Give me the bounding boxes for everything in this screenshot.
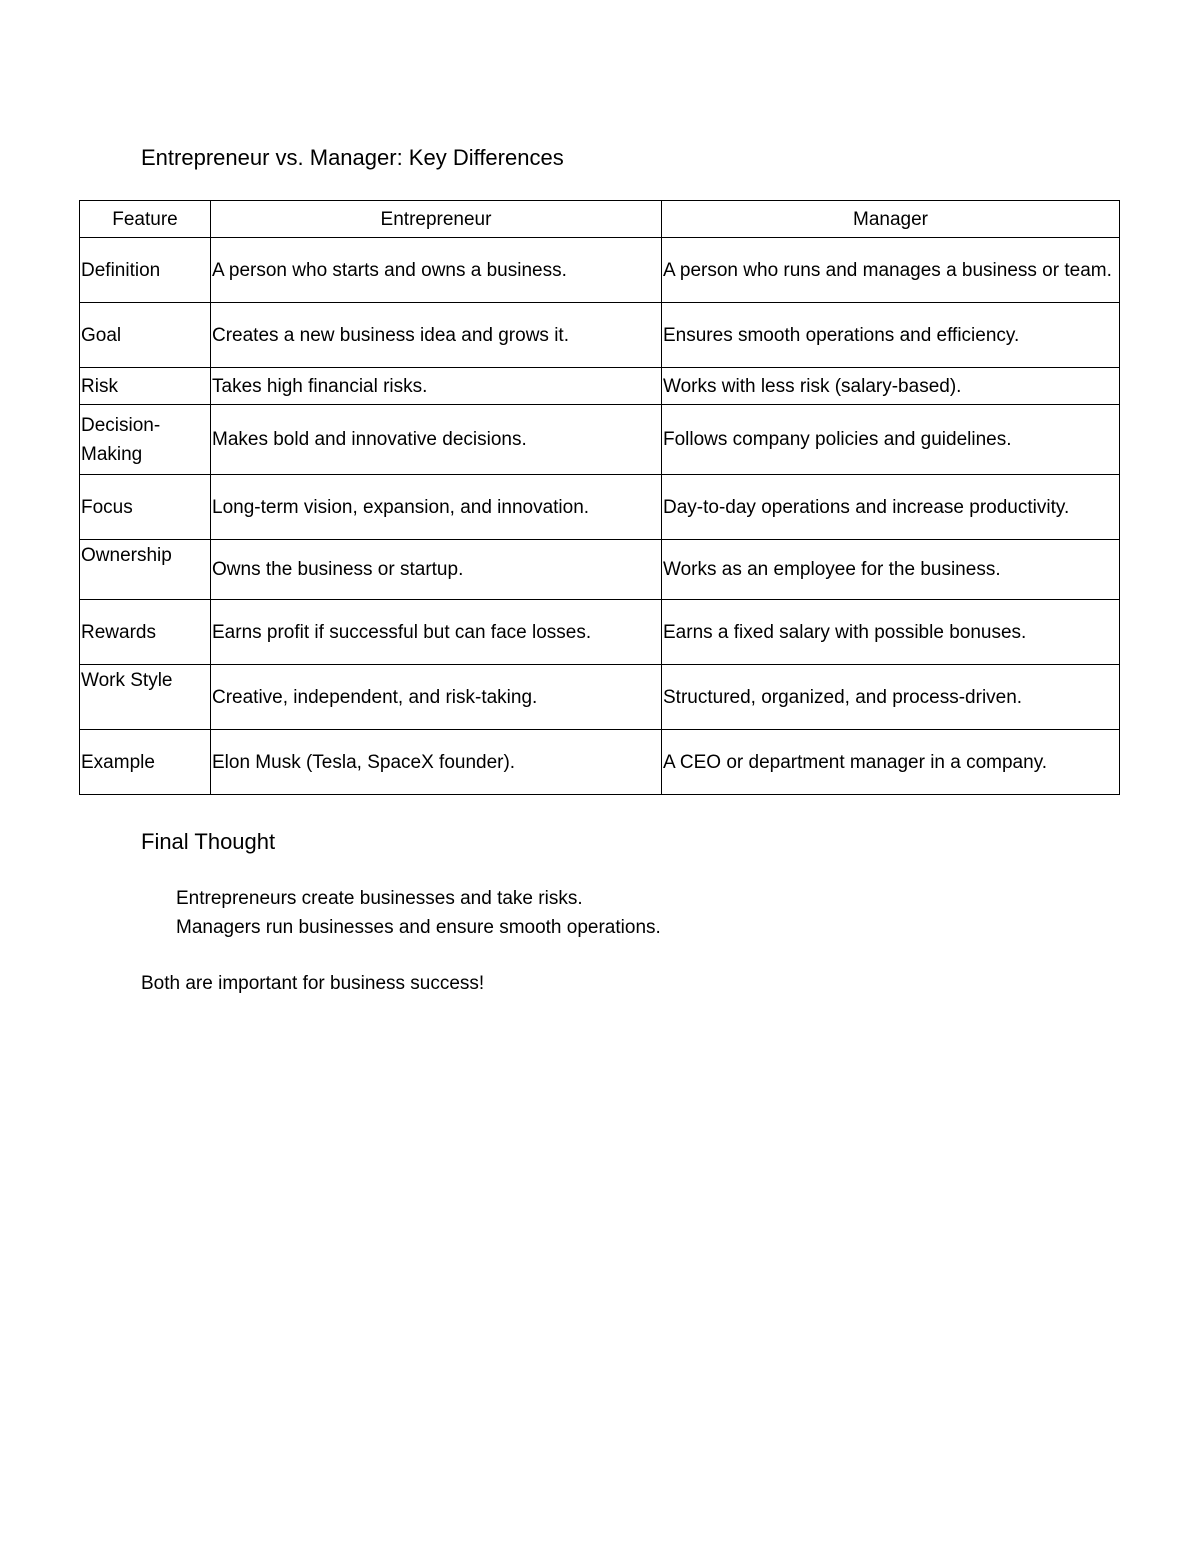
feature-cell	[80, 665, 211, 730]
feature-cell-text: Work Style	[81, 670, 173, 691]
comparison-table-container	[79, 200, 1120, 795]
feature-cell	[80, 540, 211, 600]
header-entrepreneur: Entrepreneur	[211, 201, 662, 238]
feature-cell: Rewards	[80, 600, 211, 665]
table-row	[80, 730, 1120, 795]
feature-cell: Decision-Making	[80, 405, 211, 475]
header-feature: Feature	[80, 201, 211, 238]
feature-cell: Example	[80, 730, 211, 795]
manager-cell: Follows company policies and guidelines.	[662, 405, 1120, 475]
final-thought-line: Managers run businesses and ensure smooth operations.	[176, 917, 661, 938]
manager-cell: A person who runs and manages a business or team.	[662, 238, 1120, 303]
comparison-table	[79, 200, 1120, 795]
header-manager: Manager	[662, 201, 1120, 238]
page-title: Entrepreneur vs. Manager: Key Differences	[141, 145, 564, 170]
feature-cell: Goal	[80, 303, 211, 368]
entrepreneur-cell: A person who starts and owns a business.	[211, 238, 662, 303]
feature-cell: Definition	[80, 238, 211, 303]
table-row	[80, 475, 1120, 540]
manager-cell: Works with less risk (salary-based).	[662, 368, 1120, 405]
table-row	[80, 238, 1120, 303]
manager-cell: Works as an employee for the business.	[662, 540, 1120, 600]
entrepreneur-cell: Makes bold and innovative decisions.	[211, 405, 662, 475]
table-row	[80, 405, 1120, 475]
table-row	[80, 600, 1120, 665]
table-header-row	[80, 201, 1120, 238]
table-row	[80, 540, 1120, 600]
manager-cell: Earns a fixed salary with possible bonuses.	[662, 600, 1120, 665]
entrepreneur-cell: Creative, independent, and risk-taking.	[211, 665, 662, 730]
manager-cell: Day-to-day operations and increase productivity.	[662, 475, 1120, 540]
closing-statement: Both are important for business success!	[141, 973, 485, 994]
table-row	[80, 665, 1120, 730]
table-row	[80, 368, 1120, 405]
final-thought-line: Entrepreneurs create businesses and take risks.	[176, 888, 583, 909]
entrepreneur-cell: Takes high financial risks.	[211, 368, 662, 405]
feature-cell: Focus	[80, 475, 211, 540]
manager-cell: Ensures smooth operations and efficiency.	[662, 303, 1120, 368]
entrepreneur-cell: Owns the business or startup.	[211, 540, 662, 600]
entrepreneur-cell: Earns profit if successful but can face losses.	[211, 600, 662, 665]
feature-cell-text: Ownership	[81, 545, 172, 566]
final-thought-heading: Final Thought	[141, 829, 276, 854]
table-row	[80, 303, 1120, 368]
manager-cell: A CEO or department manager in a company.	[662, 730, 1120, 795]
entrepreneur-cell: Long-term vision, expansion, and innovation.	[211, 475, 662, 540]
manager-cell: Structured, organized, and process-driven.	[662, 665, 1120, 730]
entrepreneur-cell: Creates a new business idea and grows it.	[211, 303, 662, 368]
entrepreneur-cell: Elon Musk (Tesla, SpaceX founder).	[211, 730, 662, 795]
final-thought-lines	[176, 884, 661, 942]
feature-cell: Risk	[80, 368, 211, 405]
